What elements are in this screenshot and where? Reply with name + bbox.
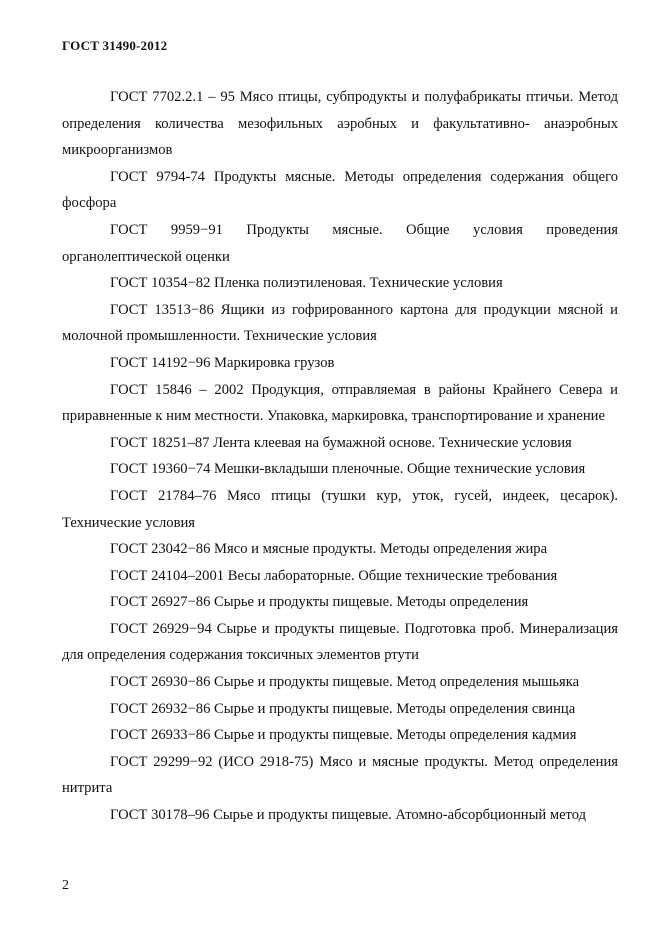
reference-item: ГОСТ 7702.2.1 – 95 Мясо птицы, субпродукты и полуфабрикаты птичьи. Метод определения количества мезофильных аэробных и факультативно- анаэробных микроорганизмов	[62, 89, 618, 159]
reference-item: ГОСТ 18251–87 Лента клеевая на бумажной основе. Технические условия	[110, 434, 572, 451]
page-number: 2	[62, 878, 69, 893]
reference-item: ГОСТ 26932−86 Сырье и продукты пищевые. Методы определения свинца	[110, 700, 576, 717]
reference-item: ГОСТ 30178–96 Сырье и продукты пищевые. Атомно-абсорбционный метод	[110, 807, 587, 824]
reference-item: ГОСТ 26930−86 Сырье и продукты пищевые. Метод определения мышьяка	[110, 674, 580, 691]
reference-item: ГОСТ 26933−86 Сырье и продукты пищевые. Методы определения кадмия	[110, 727, 577, 744]
reference-item: ГОСТ 26929−94 Сырье и продукты пищевые. Подготовка проб. Минерализация для определения содержания токсичных элементов ртути	[62, 620, 618, 664]
reference-item: ГОСТ 10354−82 Пленка полиэтиленовая. Технические условия	[110, 275, 503, 292]
reference-item: ГОСТ 9794-74 Продукты мясные. Методы определения содержания общего фосфора	[62, 168, 618, 212]
reference-item: ГОСТ 15846 – 2002 Продукция, отправляемая в районы Крайнего Севера и приравненные к ним местности. Упаковка, маркировка, транспортирование и хранение	[62, 381, 618, 425]
reference-item: ГОСТ 23042−86 Мясо и мясные продукты. Методы определения жира	[110, 541, 548, 558]
reference-item: ГОСТ 19360−74 Мешки-вкладыши пленочные. Общие технические условия	[110, 461, 586, 478]
reference-item: ГОСТ 26927−86 Сырье и продукты пищевые. Методы определения	[110, 594, 529, 611]
reference-item: ГОСТ 13513−86 Ящики из гофрированного картона для продукции мясной и молочной промышленности. Технические условия	[62, 301, 618, 345]
reference-list	[62, 84, 618, 829]
reference-item: ГОСТ 24104–2001 Весы лабораторные. Общие технические требования	[110, 567, 558, 584]
page-header: ГОСТ 31490-2012	[62, 38, 168, 53]
reference-item: ГОСТ 14192−96 Маркировка грузов	[110, 354, 335, 371]
reference-item: ГОСТ 29299−92 (ИСО 2918-75) Мясо и мясные продукты. Метод определения нитрита	[62, 753, 618, 797]
reference-item: ГОСТ 21784–76 Мясо птицы (тушки кур, уток, гусей, индеек, цесарок). Технические условия	[62, 487, 618, 531]
reference-item: ГОСТ 9959−91 Продукты мясные. Общие условия проведения органолептической оценки	[62, 221, 618, 265]
